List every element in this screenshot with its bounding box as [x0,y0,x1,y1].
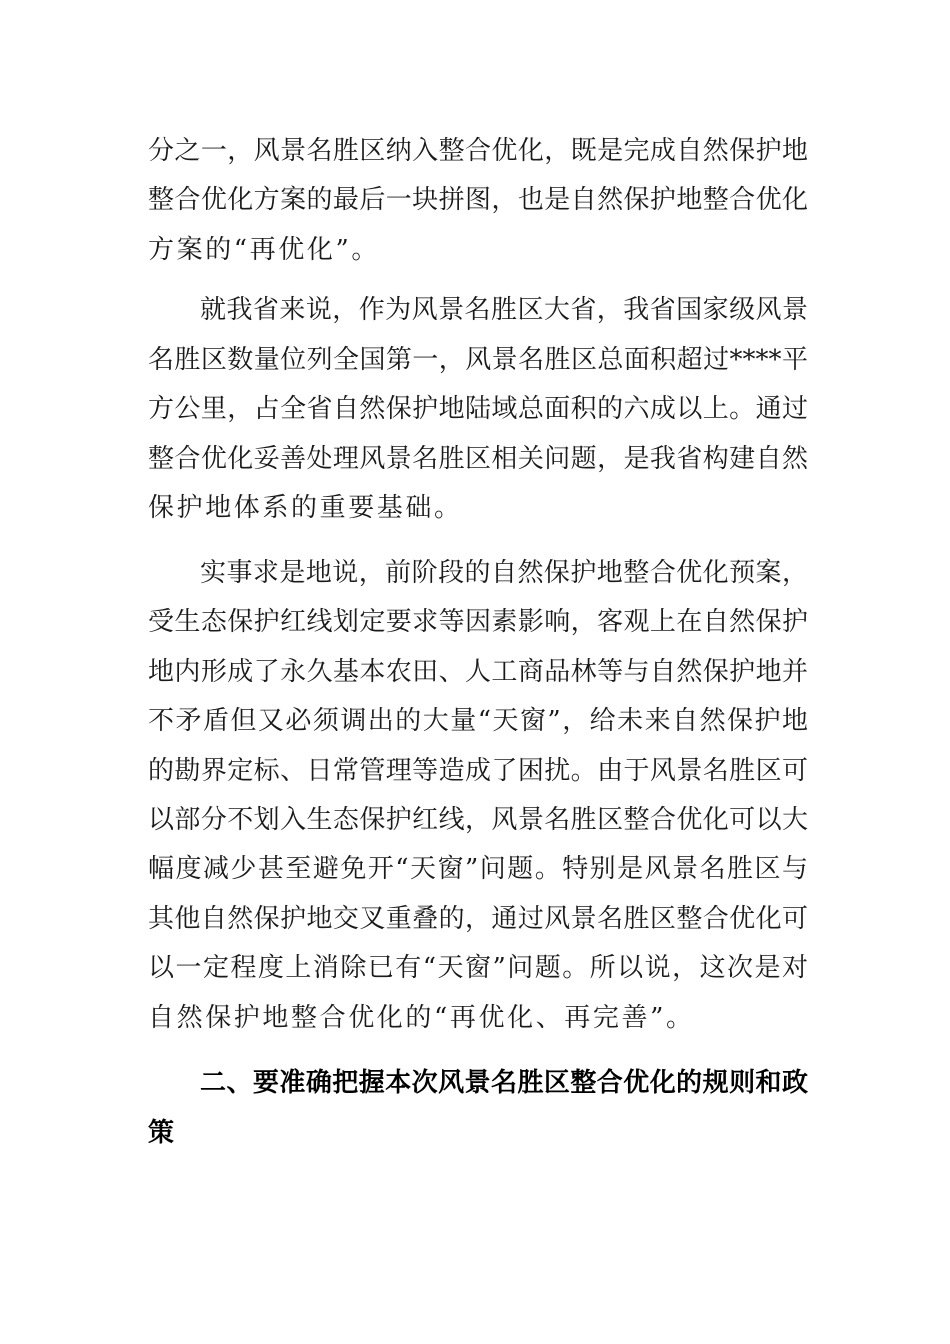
paragraph-line: 以部分不划入生态保护红线，风景名胜区整合优化可以大 [148,805,808,835]
paragraph-line: 自然保护地整合优化的“再优化、再完善”。 [148,1003,695,1033]
paragraph-line: 分之一，风景名胜区纳入整合优化，既是完成自然保护地 [148,136,808,166]
paragraph-line: 以一定程度上消除已有“天窗”问题。所以说，这次是对 [148,953,808,983]
paragraph-line: 方案的“再优化”。 [148,235,380,265]
paragraph-line: 名胜区数量位列全国第一，风景名胜区总面积超过****平 [148,345,808,375]
section-heading: 策 [148,1118,177,1148]
section-heading: 二、要准确把握本次风景名胜区整合优化的规则和政 [200,1068,808,1098]
paragraph-line: 方公里，占全省自然保护地陆域总面积的六成以上。通过 [148,394,808,424]
paragraph-line: 整合优化方案的最后一块拼图，也是自然保护地整合优化 [148,185,808,215]
paragraph-line: 幅度减少甚至避免开“天窗”问题。特别是风景名胜区与 [148,854,808,884]
paragraph-line: 受生态保护红线划定要求等因素影响，客观上在自然保护 [148,607,808,637]
paragraph-line: 不矛盾但又必须调出的大量“天窗”，给未来自然保护地 [148,706,808,736]
paragraph-line: 保护地体系的重要基础。 [148,493,463,523]
paragraph-line: 整合优化妥善处理风景名胜区相关问题，是我省构建自然 [148,444,808,474]
paragraph-line: 的勘界定标、日常管理等造成了困扰。由于风景名胜区可 [148,756,808,786]
paragraph-line: 就我省来说，作为风景名胜区大省，我省国家级风景 [200,295,808,325]
paragraph-line: 地内形成了永久基本农田、人工商品林等与自然保护地并 [148,657,808,687]
paragraph-line: 实事求是地说，前阶段的自然保护地整合优化预案， [200,558,808,588]
paragraph-line: 其他自然保护地交叉重叠的，通过风景名胜区整合优化可 [148,904,808,934]
